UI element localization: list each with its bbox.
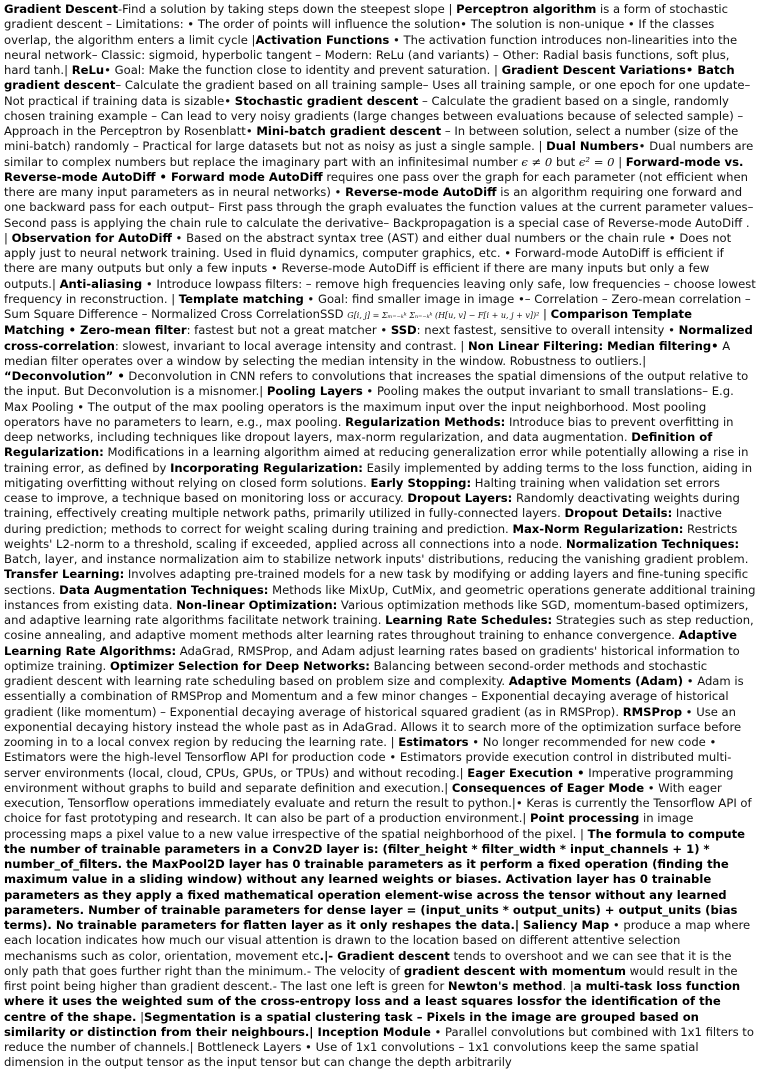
bold-term: Perceptron algorithm (456, 2, 597, 16)
body-text: SSD (319, 307, 348, 321)
bold-term: Data Augmentation Techniques: (59, 582, 269, 597)
bold-term: Adaptive Moments (Adam) (508, 674, 684, 688)
body-text: | (136, 1009, 145, 1024)
bold-term: Activation Functions (255, 32, 390, 47)
body-text: • produce a map where each location indicates how much our visual attention is drawn to the location based on different attentive selection mechanisms such as color, orientation, movement etc (4, 918, 751, 963)
body-text: | (539, 307, 551, 321)
body-text: • With eager execution, Tensorflow operations immediately evaluate and return the result to python.|• Keras is currently the Tensorflow API of choice for fast prototyping and research. It can also be part of a production environment.| (4, 780, 752, 826)
body-text: • The activation function introduces non-linearities into the neural network– Classic: sigmoid, hyperbolic tangent – Modern: ReLu (and variants) – Other: Radial basis functions, soft plus, hard tanh.| (4, 32, 738, 77)
bold-term: Normalized cross-correlation (4, 323, 753, 353)
bold-term: Eager Execution • (467, 765, 585, 780)
body-text: tends to overshoot and we can see that it is the only path that goes further right than the minimum.- The velocity of (4, 948, 732, 978)
body-text: is an algorithm requiring one forward and one backward pass for each output– First pass through the graph evaluates the function values at the current parameter values– Second pass is applying the chain rule to calculate the derivative– Backpropagation is a special case of Reverse-mode AutoDiff . | (4, 185, 754, 245)
body-text: . | (562, 979, 574, 993)
bold-term: ReLu (71, 63, 105, 77)
body-text: requires one pass over the graph for each parameter (not efficient when there are many input parameters as in neural networks) • (4, 169, 748, 199)
bold-term: Estimators (398, 735, 469, 749)
body-text: • Goal: find smaller image in image •– Correlation – Zero-mean correlation – Sum Square Difference – Normalized Cross Correlation (4, 291, 751, 321)
bold-term: gradient descent with momentum (403, 963, 626, 978)
bold-term: Max-Norm Regularization: (512, 521, 684, 536)
bold-term: Forward-mode vs. Reverse-mode AutoDiff • Forward mode AutoDiff (4, 154, 744, 184)
body-text: Halting training when validation set errors cease to improve, a technique based on monitoring loss or accuracy. (4, 475, 720, 505)
bold-term: Regularization Methods: (345, 414, 506, 429)
bold-term: Transfer Learning: (4, 567, 125, 582)
bold-term: Gradient Descent (4, 2, 118, 16)
bold-term: Learning Rate Schedules: (385, 613, 553, 627)
bold-term: Segmentation is a spatial clustering task – Pixels in the image are grouped based on similarity or distinction from their neighbours.| Inception Module (4, 1009, 699, 1039)
bold-term: Definition of Regularization: (4, 430, 713, 460)
bold-term: The formula to compute the number of trainable parameters in a Conv2D layer is: (filter_height * filter_width * input_channels + 1) * number_of_filters. the MaxPool2D layer has 0 trainable parameters as it perform a fixed operation (finding the maximum value in a sliding window) without any learned weights or biases. Activation layer has 0 trainable parameters as they apply a fixed mathematical operation element-wise across the tensor without any learned parameters. Number of trainable parameters for dense layer = (input_units * output_units) + output_units (bias terms). No trainable parameters for flatten layer as it only reshapes the data.| (4, 826, 746, 932)
body-text: Batch, layer, and instance normalization aim to stabilize network inputs' distributions, reducing the vanishing gradient problem. (4, 552, 749, 566)
body-text: – In between solution, select a number (size of the mini-batch) randomly – Practical for large datasets but not as noisy as just a single sample. | (4, 124, 739, 154)
bold-term: Anti-aliasing (59, 276, 143, 291)
bold-term: Normalization Techniques: (566, 536, 740, 551)
body-text: Randomly deactivating weights during training, effectively creating multiple network paths, primarily utilized in fully-connected layers. (4, 491, 740, 521)
body-text: would result in the first point being higher than gradient descent.- The last one left is green for (4, 963, 738, 993)
body-text: • Use an exponential decaying history instead the whole past as in AdaGrad. Allows it to search more of the optimization surface before zooming in to a local convex region by reducing the learning rate. | (4, 704, 742, 749)
body-text: • Dual numbers are similar to complex numbers but replace the imaginary part with an infinitesimal number (4, 139, 754, 169)
body-text: : slowest, invariant to local average intensity and contrast. | (114, 338, 468, 353)
body-text: Strategies such as step reduction, cosine annealing, and adaptive moment methods alter learning rates throughout training to enhance convergence. (4, 613, 754, 643)
body-text: Methods like MixUp, CutMix, and geometric operations generate additional training instances from existing data. (4, 582, 756, 612)
body-text: Imperative programming environment without graphs to build and separate definition and execution.| (4, 765, 734, 795)
body-text: – Calculate the gradient based on a single, randomly chosen training example – Can lead to very noisy gradients (large changes between evaluations because of selected sample) – Approach in the Perceptron by Rosenblatt• (4, 93, 744, 138)
bold-term: Early Stopping: (370, 475, 472, 490)
body-text: Balancing between second-order methods and stochastic gradient descent with learning rate scheduling based on problem size and complexity. (4, 658, 708, 688)
body-text: • Pooling makes the output invariant to small translations– E.g. Max Pooling • The output of the max pooling operators is the maximum input over the input neighborhood. Most pooling operators have no parameters to learn, e.g., max pooling. (4, 384, 734, 429)
bold-term: .|- Gradient descent (319, 948, 450, 963)
body-text: • Introduce lowpass filters: – remove high frequencies leaving only safe, low frequencies – choose lowest frequency in reconstruction. | (4, 276, 756, 306)
bold-term: Non Linear Filtering: Median filtering• (467, 338, 719, 353)
math-expression: ϵ ≠ 0 (521, 154, 553, 169)
body-text: – Calculate the gradient based on all training sample– Uses all training sample, or one epoch for one update– Not practical if training data is sizable• (4, 78, 751, 108)
body-text: Modifications in a learning algorithm aimed at reducing generalization error while potentially allowing a rise in training error, as defined by (4, 445, 749, 475)
bold-term: a multi-task loss function where it uses the weighted sum of the cross-entropy loss and a least squares lossfor the identification of the centre of the shape. (4, 979, 741, 1024)
ssd-formula: G[i, j] = Σₘ₌₋ₖᵏ Σₙ₌₋ₖᵏ (H[u, v] − F[i + u, j + v])² (347, 311, 540, 320)
bold-term: Saliency Map (522, 918, 610, 932)
bold-term: “Deconvolution” • (4, 369, 125, 383)
math-expression: ϵ² = 0 (578, 154, 615, 169)
bold-term: Template matching (178, 291, 304, 306)
bold-term: Mini-batch gradient descent (256, 124, 442, 138)
body-text: Introduce bias to prevent overfitting in deep networks, including techniques like dropout layers, max-norm regularization, and data augmentation. (4, 414, 734, 444)
bold-term: Adaptive Learning Rate Algorithms: (4, 628, 737, 658)
body-text: Inactive during prediction; methods to correct for weight scaling during training and prediction. (4, 506, 722, 536)
body-text: is a form of stochastic gradient descent – Limitations: • The order of points will influence the solution• The solution is non-unique • If the classes overlap, the algorithm enters a limit cycle | (4, 2, 729, 47)
body-text: in image processing maps a pixel value to a new value irrespective of the spatial neighborhood of the pixel. | (4, 811, 694, 841)
bold-term: RMSProp (622, 704, 682, 719)
bold-term: Stochastic gradient descent (234, 93, 419, 108)
bold-term: Optimizer Selection for Deep Networks: (109, 658, 370, 673)
body-text: Involves adapting pre-trained models for a new task by modifying or adding layers and fine-tuning specific sections. (4, 567, 749, 597)
bold-term: Dropout Details: (564, 506, 673, 521)
bold-term: Dropout Layers: (407, 491, 513, 505)
body-text: • Adam is essentially a combination of RMSProp and Momentum and a few minor changes – Exponential decaying average of historical gradient (like momentum) – Exponential decaying average of historical squared gradient (as in RMSProp). (4, 674, 744, 719)
bold-term: Pooling Layers (266, 384, 363, 399)
bold-term: Newton's method (447, 979, 563, 993)
bold-term: Dual Numbers (546, 139, 639, 154)
bold-term: Consequences of Eager Mode (451, 780, 645, 795)
body-text: but (552, 154, 579, 169)
body-text: • No longer recommended for new code • Estimators were the high-level Tensorflow API for production code • Estimators provide execution control in distributed multi-server environments (local, cloud, CPUs, GPUs, or TPUs) and without recoding.| (4, 735, 732, 780)
body-text: : next fastest, sensitive to overall intensity • (416, 323, 679, 338)
bold-term: Reverse-mode AutoDiff (345, 185, 497, 199)
bold-term: Point processing (529, 811, 640, 826)
body-text: • Based on the abstract syntax tree (AST) and either dual numbers or the chain rule • Does not apply just to neural network training. Used in fluid dynamics, computer graphics, etc. • Forward-mode AutoDiff is efficient if there are many outputs but only a few inputs • Reverse-mode AutoDiff is efficient if there are many inputs but only a few outputs.| (4, 230, 732, 291)
body-text: • Parallel convolutions but combined with 1x1 filters to reduce the number of channels.| Bottleneck Layers • Use of 1x1 convolutions – 1x1 convolutions keep the same spatial dimension in the output tensor as the input tensor but can change the depth arbitrarily (4, 1024, 754, 1070)
bold-term: Comparison Template Matching • Zero-mean filter (4, 307, 692, 338)
body-text: Various optimization methods like SGD, momentum-based optimizers, and adaptive learning rate algorithms facilitate network training. (4, 597, 749, 627)
bold-term: SSD (390, 323, 417, 338)
body-text: A median filter operates over a window by selecting the median intensity in the window. Robustness to outliers.| (4, 338, 731, 368)
body-text: -Find a solution by taking steps down the steepest slope | (117, 2, 457, 16)
body-text: AdaGrad, RMSProp, and Adam adjust learning rates based on gradients' historical information to optimize training. (4, 643, 740, 673)
body-text: : fastest but not a great matcher • (186, 323, 391, 338)
bold-term: Observation for AutoDiff (11, 230, 172, 245)
body-text: • Goal: Make the function close to identity and prevent saturation. | (104, 63, 502, 77)
body-text: | (614, 154, 626, 169)
bold-term: Incorporating Regularization: (170, 460, 363, 475)
body-text: Deconvolution in CNN refers to convolutions that increases the spatial dimensions of the output relative to the input. But Deconvolution is a misnomer.| (4, 369, 749, 399)
bold-term: Gradient Descent Variations• Batch gradient descent (4, 63, 735, 93)
body-text: Easily implemented by adding terms to the loss function, aiding in mitigating overfitting without relying on closed form solutions. (4, 460, 753, 490)
bold-term: Non-linear Optimization: (176, 597, 338, 612)
body-text: Restricts weights' L2-norm to a threshold, scaling if exceeded, applied across all connections into a node. (4, 521, 738, 551)
